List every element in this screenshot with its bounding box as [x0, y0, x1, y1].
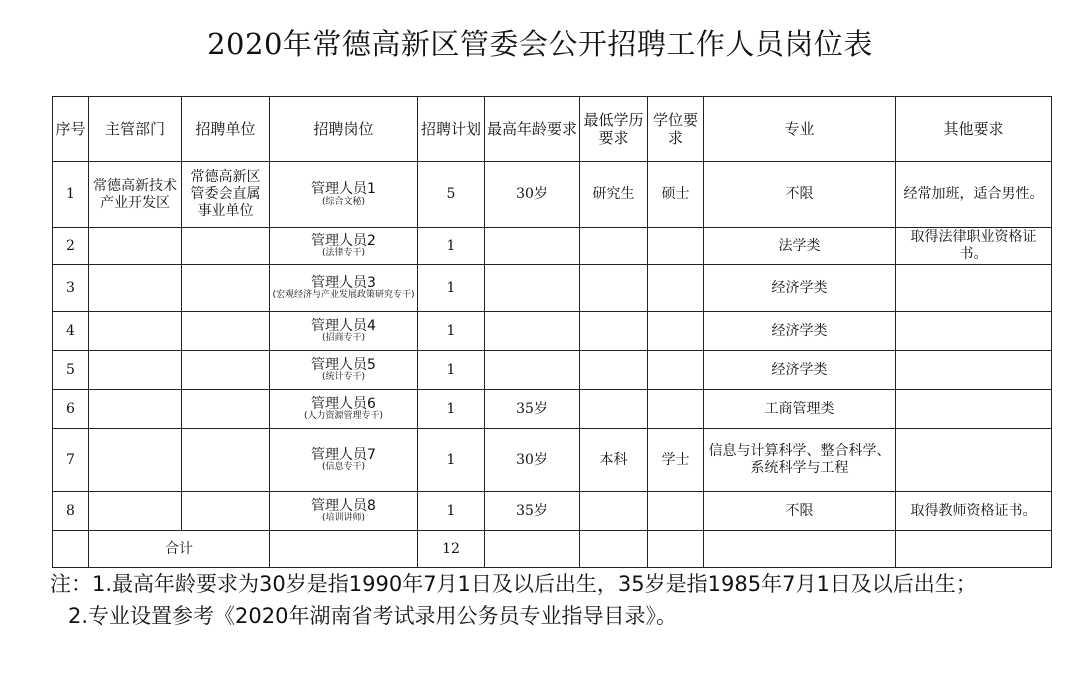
row-major: 经济学类: [704, 265, 896, 312]
header-age: 最高年龄要求: [485, 97, 580, 162]
row-age: 35岁: [485, 390, 580, 429]
header-dept: 主管部门: [89, 97, 182, 162]
total-position: [270, 531, 418, 568]
row-edu: 研究生: [580, 162, 648, 228]
position-title: 管理人员8: [311, 497, 376, 514]
row-unit: [182, 312, 270, 351]
row-seq: 3: [53, 265, 89, 312]
total-plan: 12: [418, 531, 485, 568]
row-age: 35岁: [485, 492, 580, 531]
row-other: [896, 429, 1052, 492]
table-row: [53, 162, 1052, 228]
row-degree: [648, 492, 704, 531]
row-dept: [89, 492, 182, 531]
row-degree: [648, 390, 704, 429]
total-row: [53, 531, 1052, 568]
row-seq: 4: [53, 312, 89, 351]
row-major: 不限: [704, 492, 896, 531]
row-other: 经常加班，适合男性。: [896, 162, 1052, 228]
row-other: [896, 351, 1052, 390]
row-degree: 硕士: [648, 162, 704, 228]
row-position: [270, 162, 418, 228]
row-dept: [89, 312, 182, 351]
position-title: 管理人员7: [311, 446, 376, 463]
position-subtitle: (培训讲师): [321, 513, 366, 524]
row-position: [270, 492, 418, 531]
header-unit: 招聘单位: [182, 97, 270, 162]
row-edu: [580, 228, 648, 265]
position-title: 管理人员2: [311, 232, 376, 249]
table-row: [53, 312, 1052, 351]
header-plan: 招聘计划: [418, 97, 485, 162]
row-major: 经济学类: [704, 312, 896, 351]
total-label: 合计: [89, 531, 270, 568]
row-age: [485, 351, 580, 390]
row-position: [270, 390, 418, 429]
positions-table: [52, 96, 1052, 568]
row-seq: 2: [53, 228, 89, 265]
row-unit: [182, 429, 270, 492]
header-seq: 序号: [53, 97, 89, 162]
row-unit: [182, 390, 270, 429]
position-subtitle: (统计专干): [321, 372, 366, 383]
row-seq: 6: [53, 390, 89, 429]
total-seq: [53, 531, 89, 568]
row-major: 不限: [704, 162, 896, 228]
table-row: [53, 351, 1052, 390]
row-dept: [89, 429, 182, 492]
note-2: 2.专业设置参考《2020年湖南省考试录用公务员专业指导目录》。: [68, 604, 677, 629]
table-row: [53, 265, 1052, 312]
row-seq: 7: [53, 429, 89, 492]
row-unit: 常德高新区管委会直属事业单位: [182, 162, 270, 228]
row-other: [896, 265, 1052, 312]
table-header-row: [53, 97, 1052, 162]
row-plan: 1: [418, 228, 485, 265]
row-major: 信息与计算科学、整合科学、系统科学与工程: [704, 429, 896, 492]
row-seq: 5: [53, 351, 89, 390]
header-degree: 学位要求: [648, 97, 704, 162]
table-body: [53, 162, 1052, 531]
row-age: [485, 265, 580, 312]
row-plan: 1: [418, 492, 485, 531]
row-edu: [580, 492, 648, 531]
row-age: [485, 228, 580, 265]
position-subtitle: (综合文秘): [321, 196, 366, 207]
table-row: [53, 492, 1052, 531]
row-plan: 1: [418, 351, 485, 390]
row-age: [485, 312, 580, 351]
position-title: 管理人员5: [311, 356, 376, 373]
row-plan: 1: [418, 390, 485, 429]
row-major: 法学类: [704, 228, 896, 265]
position-subtitle: (招商专干): [321, 333, 366, 344]
row-edu: [580, 312, 648, 351]
table-row: [53, 390, 1052, 429]
header-edu: 最低学历要求: [580, 97, 648, 162]
row-plan: 1: [418, 265, 485, 312]
position-title: 管理人员4: [311, 317, 376, 334]
row-dept: [89, 351, 182, 390]
row-dept: [89, 265, 182, 312]
position-title: 管理人员3: [311, 274, 376, 291]
row-degree: [648, 228, 704, 265]
row-plan: 1: [418, 429, 485, 492]
row-other: 取得法律职业资格证书。: [896, 228, 1052, 265]
row-other: 取得教师资格证书。: [896, 492, 1052, 531]
row-position: [270, 429, 418, 492]
row-position: [270, 312, 418, 351]
row-degree: 学士: [648, 429, 704, 492]
row-plan: 1: [418, 312, 485, 351]
note-1: 注：1.最高年龄要求为30岁是指1990年7月1日及以后出生，35岁是指1985年7月1日及以后出生；: [50, 572, 977, 596]
row-unit: [182, 492, 270, 531]
row-dept: [89, 390, 182, 429]
row-edu: [580, 265, 648, 312]
row-position: [270, 228, 418, 265]
position-title: 管理人员1: [311, 181, 376, 198]
row-dept: 常德高新技术产业开发区: [89, 162, 182, 228]
table-row: [53, 429, 1052, 492]
row-other: [896, 312, 1052, 351]
table-row: [53, 228, 1052, 265]
row-edu: 本科: [580, 429, 648, 492]
row-plan: 5: [418, 162, 485, 228]
row-seq: 1: [53, 162, 89, 228]
position-subtitle: (人力资源管理专干): [303, 411, 384, 422]
row-position: [270, 351, 418, 390]
notes: [50, 570, 1060, 631]
position-subtitle: (法律专干): [321, 248, 366, 259]
row-edu: [580, 351, 648, 390]
row-unit: [182, 228, 270, 265]
row-degree: [648, 312, 704, 351]
row-degree: [648, 351, 704, 390]
row-position: [270, 265, 418, 312]
row-unit: [182, 351, 270, 390]
page-title: 2020年常德高新区管委会公开招聘工作人员岗位表: [207, 27, 873, 61]
position-title: 管理人员6: [311, 395, 376, 412]
row-age: 30岁: [485, 429, 580, 492]
row-dept: [89, 228, 182, 265]
row-unit: [182, 265, 270, 312]
row-degree: [648, 265, 704, 312]
row-other: [896, 390, 1052, 429]
row-major: 工商管理类: [704, 390, 896, 429]
row-age: 30岁: [485, 162, 580, 228]
header-major: 专业: [704, 97, 896, 162]
position-subtitle: (宏观经济与产业发展政策研究专干): [272, 290, 415, 301]
header-other: 其他要求: [896, 97, 1052, 162]
row-edu: [580, 390, 648, 429]
row-major: 经济学类: [704, 351, 896, 390]
row-seq: 8: [53, 492, 89, 531]
header-position: 招聘岗位: [270, 97, 418, 162]
position-subtitle: (信息专干): [321, 462, 366, 473]
